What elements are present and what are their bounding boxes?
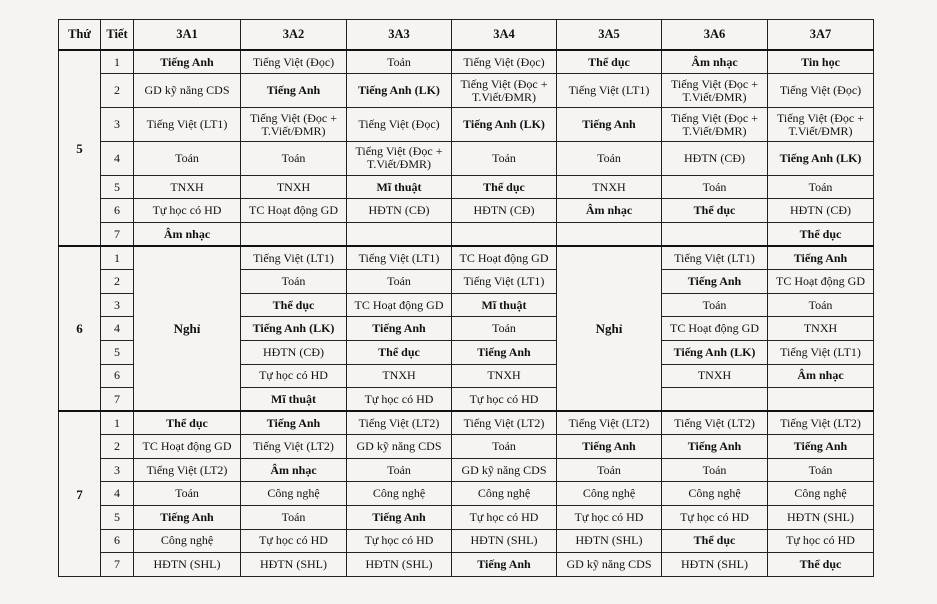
subject-cell: Tiếng Anh	[134, 50, 241, 74]
subject-cell: Toán	[768, 293, 874, 317]
subject-cell: Thể dục	[557, 50, 662, 74]
subject-cell: Tự học có HD	[241, 364, 347, 388]
subject-cell: GD kỹ năng CDS	[557, 553, 662, 577]
header-class: 3A3	[347, 20, 452, 51]
subject-cell: Toán	[452, 142, 557, 176]
subject-cell: Tiếng Anh (LK)	[452, 108, 557, 142]
subject-cell: Toán	[768, 458, 874, 482]
subject-cell: Tiếng Anh	[241, 74, 347, 108]
subject-cell: TC Hoạt động GD	[134, 435, 241, 459]
subject-cell: Mĩ thuật	[452, 293, 557, 317]
subject-cell	[557, 223, 662, 247]
table-row	[59, 246, 874, 270]
day-label: 6	[59, 246, 101, 411]
subject-cell: Tiếng Việt (Đọc)	[347, 108, 452, 142]
subject-cell: Toán	[662, 293, 768, 317]
subject-cell: TNXH	[347, 364, 452, 388]
table-row	[59, 435, 874, 459]
subject-cell: Công nghệ	[134, 529, 241, 553]
subject-cell: Tiếng Việt (Đọc + T.Viết/ĐMR)	[241, 108, 347, 142]
period-cell: 3	[101, 293, 134, 317]
day-off-cell: Nghỉ	[134, 246, 241, 411]
table-row	[59, 108, 874, 142]
subject-cell: Tự học có HD	[241, 529, 347, 553]
subject-cell: Công nghệ	[452, 482, 557, 506]
subject-cell: Mĩ thuật	[241, 388, 347, 412]
subject-cell: GD kỹ năng CDS	[452, 458, 557, 482]
subject-cell: Công nghệ	[347, 482, 452, 506]
subject-cell: Tiếng Anh	[662, 435, 768, 459]
subject-cell: HĐTN (SHL)	[134, 553, 241, 577]
subject-cell: Âm nhạc	[662, 50, 768, 74]
header-class: 3A7	[768, 20, 874, 51]
subject-cell: Âm nhạc	[557, 199, 662, 223]
subject-cell: Tiếng Anh	[347, 317, 452, 341]
table-row	[59, 505, 874, 529]
header-class: 3A1	[134, 20, 241, 51]
subject-cell: Thể dục	[452, 175, 557, 199]
day-off-cell: Nghỉ	[557, 246, 662, 411]
subject-cell: Thể dục	[134, 411, 241, 435]
period-cell: 4	[101, 482, 134, 506]
table-row	[59, 74, 874, 108]
subject-cell: Công nghệ	[662, 482, 768, 506]
subject-cell: Toán	[452, 317, 557, 341]
subject-cell: HĐTN (SHL)	[557, 529, 662, 553]
subject-cell: Tiếng Việt (LT2)	[557, 411, 662, 435]
header-class: 3A2	[241, 20, 347, 51]
subject-cell: Tự học có HD	[347, 529, 452, 553]
subject-cell	[241, 223, 347, 247]
subject-cell: Công nghệ	[241, 482, 347, 506]
subject-cell: Tiếng Việt (LT2)	[241, 435, 347, 459]
period-cell: 2	[101, 435, 134, 459]
subject-cell: Toán	[452, 435, 557, 459]
subject-cell: Toán	[241, 142, 347, 176]
period-cell: 7	[101, 388, 134, 412]
subject-cell: Toán	[557, 458, 662, 482]
subject-cell: HĐTN (SHL)	[241, 553, 347, 577]
period-cell: 3	[101, 108, 134, 142]
subject-cell: HĐTN (CĐ)	[768, 199, 874, 223]
subject-cell: Tự học có HD	[134, 199, 241, 223]
subject-cell: Tiếng Việt (LT1)	[452, 270, 557, 294]
subject-cell: Toán	[241, 270, 347, 294]
table-row	[59, 411, 874, 435]
subject-cell: Âm nhạc	[134, 223, 241, 247]
period-cell: 6	[101, 364, 134, 388]
subject-cell: Tiếng Việt (Đọc)	[241, 50, 347, 74]
subject-cell: Tiếng Việt (Đọc + T.Viết/ĐMR)	[662, 74, 768, 108]
subject-cell: Tự học có HD	[662, 505, 768, 529]
subject-cell: HĐTN (CĐ)	[662, 142, 768, 176]
period-cell: 1	[101, 50, 134, 74]
period-cell: 7	[101, 223, 134, 247]
subject-cell	[768, 388, 874, 412]
table-row	[59, 553, 874, 577]
subject-cell: HĐTN (SHL)	[662, 553, 768, 577]
subject-cell: Toán	[768, 175, 874, 199]
subject-cell: Tiếng Việt (LT1)	[768, 340, 874, 364]
table-row	[59, 458, 874, 482]
subject-cell: TC Hoạt động GD	[452, 246, 557, 270]
subject-cell: Công nghệ	[768, 482, 874, 506]
period-cell: 4	[101, 317, 134, 341]
subject-cell: Âm nhạc	[768, 364, 874, 388]
subject-cell: Toán	[347, 458, 452, 482]
subject-cell: Tiếng Việt (Đọc + T.Viết/ĐMR)	[768, 108, 874, 142]
subject-cell: Tiếng Việt (LT2)	[347, 411, 452, 435]
subject-cell: Tiếng Anh	[347, 505, 452, 529]
subject-cell: TNXH	[452, 364, 557, 388]
subject-cell: Thể dục	[347, 340, 452, 364]
subject-cell: Tự học có HD	[768, 529, 874, 553]
subject-cell: TNXH	[768, 317, 874, 341]
subject-cell: Toán	[662, 175, 768, 199]
subject-cell: HĐTN (CĐ)	[452, 199, 557, 223]
subject-cell: Toán	[134, 142, 241, 176]
subject-cell: TNXH	[241, 175, 347, 199]
subject-cell: HĐTN (CĐ)	[241, 340, 347, 364]
period-cell: 1	[101, 411, 134, 435]
period-cell: 5	[101, 340, 134, 364]
table-row	[59, 529, 874, 553]
subject-cell: Tiếng Anh	[768, 246, 874, 270]
subject-cell: Tiếng Việt (LT2)	[768, 411, 874, 435]
period-cell: 5	[101, 175, 134, 199]
period-cell: 2	[101, 74, 134, 108]
subject-cell: TC Hoạt động GD	[347, 293, 452, 317]
header-class: 3A5	[557, 20, 662, 51]
subject-cell: Tiếng Anh	[557, 108, 662, 142]
header-class: 3A4	[452, 20, 557, 51]
subject-cell: Tiếng Anh (LK)	[768, 142, 874, 176]
subject-cell: Thể dục	[241, 293, 347, 317]
subject-cell: Tự học có HD	[557, 505, 662, 529]
subject-cell: Tiếng Anh	[557, 435, 662, 459]
subject-cell: Toán	[662, 458, 768, 482]
table-row	[59, 223, 874, 247]
subject-cell: Tiếng Việt (Đọc)	[768, 74, 874, 108]
period-cell: 4	[101, 142, 134, 176]
subject-cell	[452, 223, 557, 247]
table-row	[59, 199, 874, 223]
subject-cell: Tiếng Việt (Đọc)	[452, 50, 557, 74]
period-cell: 1	[101, 246, 134, 270]
subject-cell: Thể dục	[662, 199, 768, 223]
subject-cell: Tiếng Anh	[452, 553, 557, 577]
subject-cell: Thể dục	[662, 529, 768, 553]
subject-cell: Tiếng Anh	[662, 270, 768, 294]
subject-cell: Toán	[241, 505, 347, 529]
subject-cell: HĐTN (SHL)	[768, 505, 874, 529]
subject-cell: GD kỹ năng CDS	[347, 435, 452, 459]
subject-cell: Thể dục	[768, 553, 874, 577]
period-cell: 7	[101, 553, 134, 577]
subject-cell: HĐTN (CĐ)	[347, 199, 452, 223]
subject-cell: Tiếng Việt (Đọc + T.Viết/ĐMR)	[662, 108, 768, 142]
subject-cell: Tiếng Việt (LT1)	[134, 108, 241, 142]
subject-cell: Tiếng Việt (Đọc + T.Viết/ĐMR)	[347, 142, 452, 176]
subject-cell: Tiếng Việt (LT1)	[347, 246, 452, 270]
period-cell: 2	[101, 270, 134, 294]
table-row	[59, 50, 874, 74]
subject-cell: GD kỹ năng CDS	[134, 74, 241, 108]
subject-cell: TC Hoạt động GD	[768, 270, 874, 294]
subject-cell: Tiếng Việt (Đọc + T.Viết/ĐMR)	[452, 74, 557, 108]
timetable	[58, 19, 874, 577]
subject-cell	[662, 223, 768, 247]
subject-cell: Tiếng Anh (LK)	[241, 317, 347, 341]
table-row	[59, 482, 874, 506]
subject-cell: Tiếng Anh (LK)	[662, 340, 768, 364]
subject-cell: Tự học có HD	[452, 388, 557, 412]
subject-cell: Toán	[347, 50, 452, 74]
subject-cell: Tin học	[768, 50, 874, 74]
subject-cell: Âm nhạc	[241, 458, 347, 482]
subject-cell: Công nghệ	[557, 482, 662, 506]
subject-cell: TNXH	[662, 364, 768, 388]
subject-cell: Tiếng Anh	[134, 505, 241, 529]
day-label: 5	[59, 50, 101, 246]
subject-cell: Toán	[347, 270, 452, 294]
subject-cell: Tự học có HD	[347, 388, 452, 412]
subject-cell: Mĩ thuật	[347, 175, 452, 199]
subject-cell: Tiếng Anh	[768, 435, 874, 459]
subject-cell: Tiếng Việt (LT1)	[557, 74, 662, 108]
subject-cell: TC Hoạt động GD	[241, 199, 347, 223]
header-thu: Thứ	[59, 20, 101, 51]
subject-cell: HĐTN (SHL)	[347, 553, 452, 577]
subject-cell: Tiếng Việt (LT1)	[241, 246, 347, 270]
period-cell: 6	[101, 199, 134, 223]
subject-cell: Toán	[557, 142, 662, 176]
subject-cell: TNXH	[134, 175, 241, 199]
day-label: 7	[59, 411, 101, 576]
subject-cell: Tiếng Anh (LK)	[347, 74, 452, 108]
period-cell: 3	[101, 458, 134, 482]
header-class: 3A6	[662, 20, 768, 51]
subject-cell: Tiếng Anh	[452, 340, 557, 364]
period-cell: 5	[101, 505, 134, 529]
subject-cell: Tự học có HD	[452, 505, 557, 529]
subject-cell: Tiếng Việt (LT2)	[134, 458, 241, 482]
subject-cell: Tiếng Việt (LT1)	[662, 246, 768, 270]
subject-cell: Tiếng Việt (LT2)	[662, 411, 768, 435]
header-tiet: Tiết	[101, 20, 134, 51]
period-cell: 6	[101, 529, 134, 553]
subject-cell: Tiếng Anh	[241, 411, 347, 435]
subject-cell	[347, 223, 452, 247]
subject-cell: Toán	[134, 482, 241, 506]
header-row	[59, 20, 874, 51]
table-row	[59, 175, 874, 199]
table-row	[59, 142, 874, 176]
subject-cell: HĐTN (SHL)	[452, 529, 557, 553]
subject-cell: TC Hoạt động GD	[662, 317, 768, 341]
subject-cell: Thể dục	[768, 223, 874, 247]
subject-cell	[662, 388, 768, 412]
subject-cell: TNXH	[557, 175, 662, 199]
subject-cell: Tiếng Việt (LT2)	[452, 411, 557, 435]
